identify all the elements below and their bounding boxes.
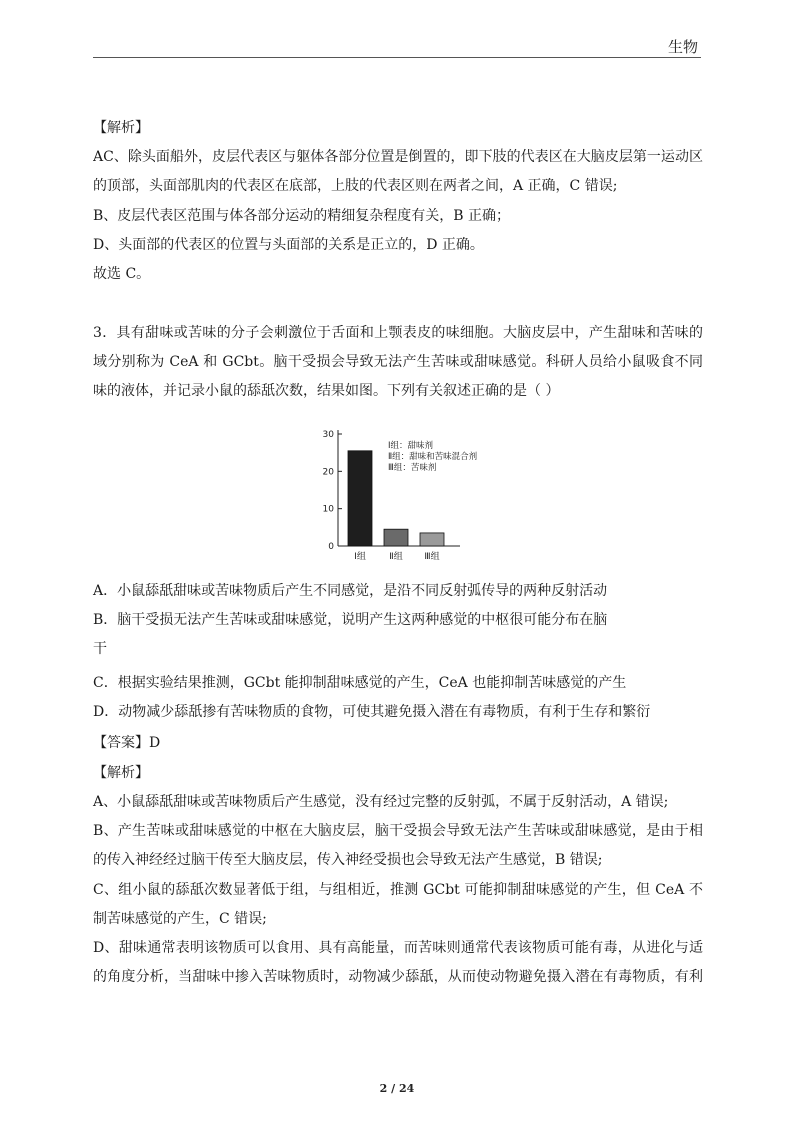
analysis-2-line-5: 制苦味感觉的产生，C 错误; [93,911,267,927]
analysis-1-line-5: 故选 C。 [93,266,151,282]
analysis-2-line-4: C、组小鼠的舔舐次数显著低于组，与组相近，推测 GCbt 可能抑制甜味感觉的产生，但 CeA 不 [93,882,703,898]
question3-line-3: 味的液体，并记录小鼠的舔舐次数，结果如图。下列有关叙述正确的是（ ） [93,383,560,399]
analysis-2-line-7: 的角度分析，当甜味中掺入苦味物质时，动物减少舔舐，从而使动物避免摄入潜在有毒物质，有利 [93,969,703,985]
x-tick-label: Ⅲ组 [424,552,440,562]
y-tick-label: 10 [322,504,334,515]
analysis-1-line-3: B、皮层代表区范围与体各部分运动的精细复杂程度有关，B 正确； [93,208,511,224]
analysis-2-line-6: D、甜味通常表明该物质可以食用、具有高能量，而苦味则通常代表该物质可能有毒，从进化与适 [93,940,703,956]
page-number: 2 / 24 [379,1082,415,1095]
bar-2 [384,529,408,546]
analysis-1-line-2: 的顶部，头面部肌肉的代表区在底部，上肢的代表区则在两者之间，A 正确，C 错误; [93,178,618,194]
option-b: B．脑干受损无法产生苦味或甜味感觉，说明产生这两种感觉的中枢很可能分布在脑 [93,612,608,628]
bar-3 [420,533,444,546]
answer-label: 【答案】D [93,735,161,751]
y-tick-label: 0 [328,542,334,552]
option-d: D．动物减少舔舐掺有苦味物质的食物，可使其避免摄入潜在有毒物质，有利于生存和繁衍 [93,704,651,720]
option-a: A．小鼠舔舐甜味或苦味物质后产生不同感觉，是沿不同反射弧传导的两种反射活动 [93,583,608,599]
bar-1 [348,451,372,546]
analysis-2-line-2: B、产生苦味或甜味感觉的中枢在大脑皮层，脑干受损会导致无法产生苦味或甜味感觉，是由于相 [93,823,703,839]
y-tick-label: 30 [322,430,334,440]
legend-entry: Ⅲ组：苦味剂 [388,463,437,473]
analysis-label-1: 【解析】 [93,120,149,136]
analysis-1-line-1: AC、除头面船外，皮层代表区与躯体各部分位置是倒置的，即下肢的代表区在大脑皮层第一运动区 [93,149,703,165]
x-tick-label: Ⅰ组 [354,552,366,562]
header-rule [93,57,701,58]
analysis-2-line-3: 的传入神经经过脑干传至大脑皮层，传入神经受损也会导致无法产生感觉，B 错误; [93,852,603,868]
analysis-1-line-4: D、头面部的代表区的位置与头面部的关系是正立的，D 正确。 [93,237,484,253]
analysis-2-line-1: A、小鼠舔舐甜味或苦味物质后产生感觉，没有经过完整的反射弧，不属于反射活动，A 错误; [93,794,669,810]
legend-entry: Ⅱ组：甜味和苦味混合剂 [388,452,478,462]
legend-entry: Ⅰ组：甜味剂 [388,441,434,451]
y-tick-label: 20 [322,467,334,478]
option-b-cont: 干 [93,641,107,657]
x-tick-label: Ⅱ组 [389,552,403,562]
header-subject: 生物 [667,38,698,56]
question3-line-2: 域分别称为 CeA 和 GCbt。脑干受损会导致无法产生苦味或甜味感觉。科研人员给小鼠吸食不同 [93,354,703,370]
lick-count-chart [312,420,522,570]
question3-line-1: 3．具有甜味或苦味的分子会刺激位于舌面和上颚表皮的味细胞。大脑皮层中，产生甜味和苦味的 [93,325,703,341]
option-c: C．根据实验结果推测，GCbt 能抑制甜味感觉的产生，CeA 也能抑制苦味感觉的产生 [93,675,627,691]
chart-svg [312,420,522,570]
analysis-label-2: 【解析】 [93,765,149,781]
